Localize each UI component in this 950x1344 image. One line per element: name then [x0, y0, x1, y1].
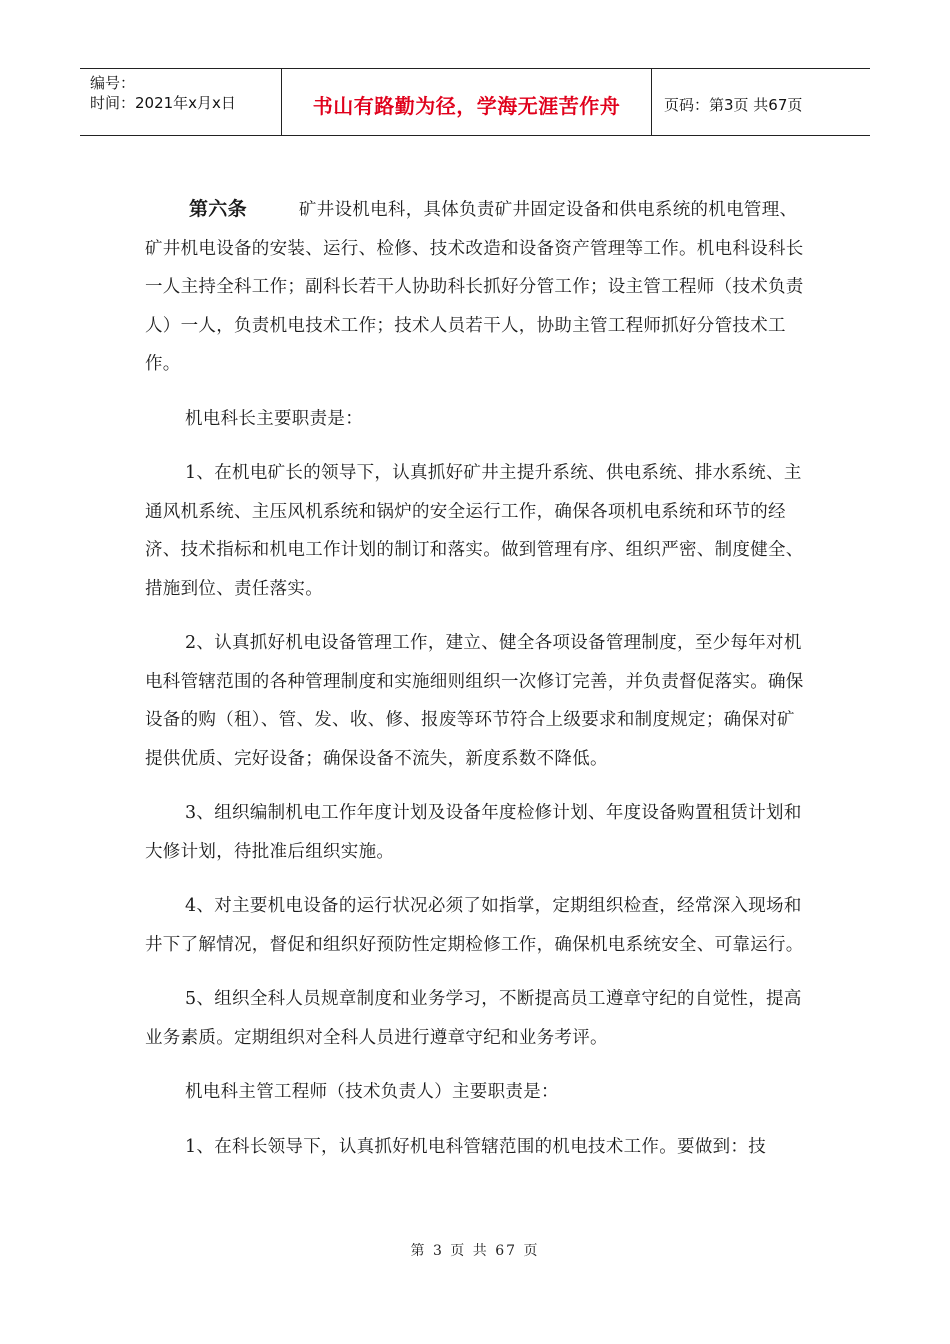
article-paragraph: [145, 190, 805, 384]
chief-duty-4: 4、对主要机电设备的运行状况必须了如指掌，定期组织检查，经常深入现场和井下了解情况，督促和组织好预防性定期检修工作，确保机电系统安全、可靠运行。: [145, 896, 804, 955]
chief-duty-1: 1、在机电矿长的领导下，认真抓好矿井主提升系统、供电系统、排水系统、主通风机系统、主压风机系统和锅炉的安全运行工作，确保各项机电系统和环节的经济、技术指标和机电工作计划的制订和落实。做到管理有序、组织严密、制度健全、措施到位、责任落实。: [145, 463, 804, 599]
header-meta: [80, 69, 282, 135]
header-page-info: 页码：第3页 共67页: [664, 95, 803, 114]
date-label: 时间：2021年x月x日: [90, 94, 236, 112]
article-intro: 矿井设机电科，具体负责矿井固定设备和供电系统的机电管理、矿井机电设备的安装、运行、检修、技术改造和设备资产管理等工作。机电科设科长一人主持全科工作；副科长若干人协助科长抓好分管工作；设主管工程师（技术负责人）一人，负责机电技术工作；技术人员若干人，协助主管工程师抓好分管技术工作。: [145, 200, 804, 374]
page-footer: 第 3 页 共 67 页: [410, 1243, 540, 1259]
article-label: 第六条: [189, 198, 247, 220]
code-label: 编号：: [90, 74, 136, 92]
chief-duty-2: 2、认真抓好机电设备管理工作，建立、健全各项设备管理制度，至少每年对机电科管辖范围的各种管理制度和实施细则组织一次修订完善，并负责督促落实。确保设备的购（租）、管、发、收、修、报废等环节符合上级要求和制度规定；确保对矿提供优质、完好设备；确保设备不流失，新度系数不降低。: [145, 633, 804, 769]
header-motto-cell: [282, 69, 652, 135]
section-heading-chief: 机电科长主要职责是：: [185, 408, 363, 429]
chief-duty-3: 3、组织编制机电工作年度计划及设备年度检修计划、年度设备购置租赁计划和大修计划，待批准后组织实施。: [145, 803, 802, 862]
engineer-duty-1: 1、在科长领导下，认真抓好机电科管辖范围的机电技术工作。要做到：技: [185, 1136, 767, 1157]
page-header: [80, 68, 870, 136]
document-body: [145, 190, 805, 1166]
chief-duty-5: 5、组织全科人员规章制度和业务学习，不断提高员工遵章守纪的自觉性，提高业务素质。定期组织对全科人员进行遵章守纪和业务考评。: [145, 989, 802, 1048]
motto-text: 书山有路勤为径，学海无涯苦作舟: [312, 93, 621, 118]
section-heading-engineer: 机电科主管工程师（技术负责人）主要职责是：: [185, 1082, 559, 1102]
